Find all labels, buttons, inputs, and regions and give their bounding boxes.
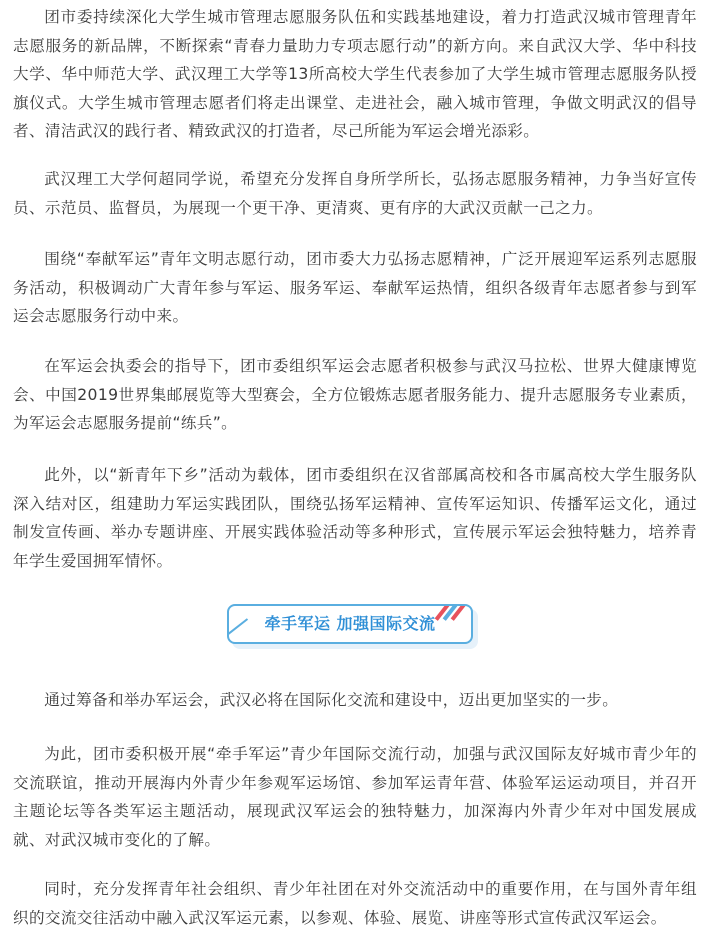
- banner-frame: [227, 604, 473, 644]
- paragraph-social-organizations: 同时，充分发挥青年社会组织、青少年社团在对外交流活动中的重要作用，在与国外青年组织的交流交往活动中融入武汉军运元素，以参观、体验、展览、讲座等形式宣传武汉军运会。: [13, 880, 697, 927]
- paragraph-event-practice: 在军运会执委会的指导下，团市委组织军运会志愿者积极参与武汉马拉松、世界大健康博览会、中国2019世界集邮展览等大型赛会，全方位锻炼志愿者服务能力、提升志愿服务专业素质，为军运会志愿服务提前“练兵”。: [13, 357, 697, 432]
- paragraph-volunteer-brand: 团市委持续深化大学生城市管理志愿服务队伍和实践基地建设，着力打造武汉城市管理青年志愿服务的新品牌，不断探索“青春力量助力专项志愿行动”的新方向。来自武汉大学、华中科技大学、华中师范大学、武汉理工大学等13所高校大学生代表参加了大学生城市管理志愿服务队授旗仪式。大学生城市管理志愿者们将走出课堂、走进社会，融入城市管理，争做文明武汉的倡导者、清洁武汉的践行者、精致武汉的打造者，尽己所能为军运会增光添彩。: [13, 8, 697, 140]
- paragraph-dedication-action: 围绕“奉献军运”青年文明志愿行动，团市委大力弘扬志愿精神，广泛开展迎军运系列志愿服务活动，积极调动广大青年参与军运、服务军运、奉献军运热情，组织各级青年志愿者参与到军运会志愿服务行动中来。: [13, 250, 697, 325]
- paragraph-student-quote: 武汉理工大学何超同学说，希望充分发挥自身所学所长，弘扬志愿服务精神，力争当好宣传员、示范员、监督员，为展现一个更干净、更清爽、更有序的大武汉贡献一己之力。: [13, 170, 697, 217]
- section-title: 牵手军运 加强国际交流: [264, 614, 436, 633]
- paragraph-internationalization: 通过筹备和举办军运会，武汉必将在国际化交流和建设中，迈出更加坚实的一步。: [44, 691, 619, 709]
- paragraph-youth-exchange: 为此，团市委积极开展“牵手军运”青少年国际交流行动，加强与武汉国际友好城市青少年的交流联谊，推动开展海内外青少年参观军运场馆、参加军运青年营、体验军运运动项目，并召开主题论坛等各类军运主题活动，展现武汉军运会的独特魅力，加深海内外青少年对中国发展成就、对武汉城市变化的了解。: [13, 745, 697, 849]
- paragraph-countryside-activity: 此外，以“新青年下乡”活动为载体，团市委组织在汉省部属高校和各市属高校大学生服务队深入结对区，组建助力军运实践团队，围绕弘扬军运精神、宣传军运知识、传播军运文化，通过制发宣传画、举办专题讲座、开展实践体验活动等多种形式，宣传展示军运会独特魅力，培养青年学生爱国拥军情怀。: [13, 466, 697, 570]
- section-banner: [227, 604, 479, 650]
